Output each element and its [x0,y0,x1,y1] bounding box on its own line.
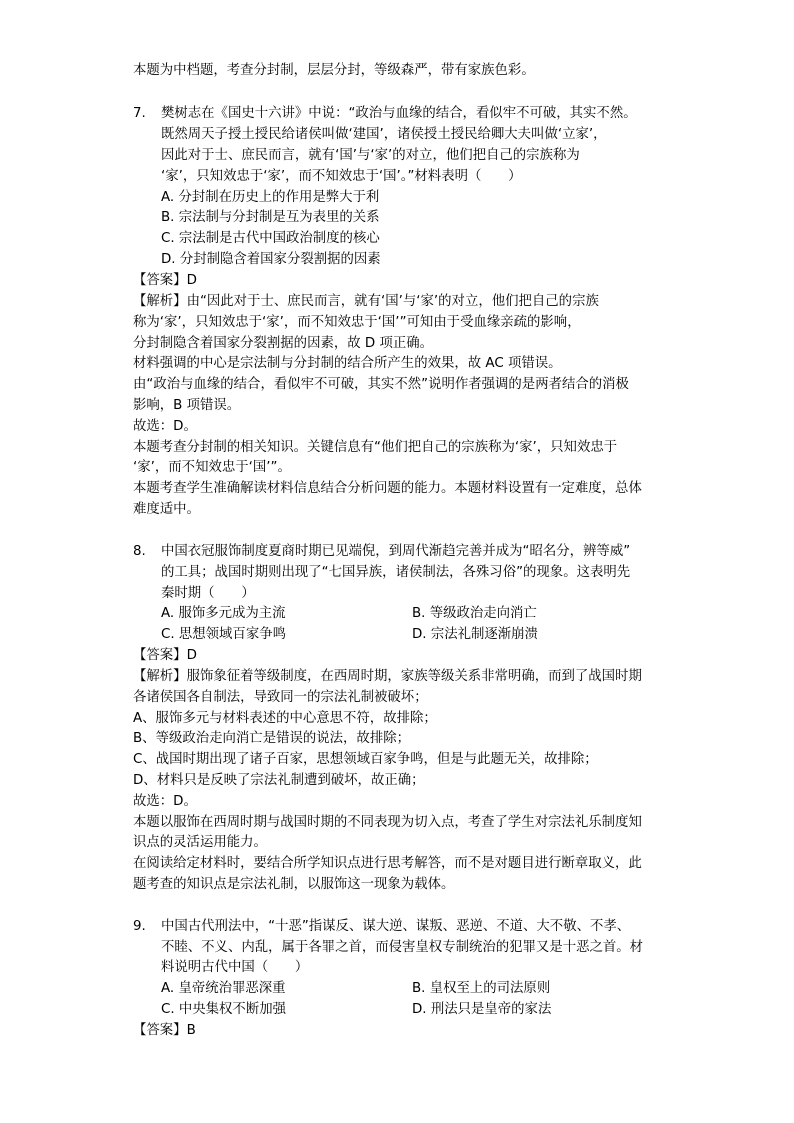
analysis-line: 本题考查分封制的相关知识。关键信息有“他们把自己的宗族称为‘家’，只知效忠于 [133,440,618,455]
answer-line [133,648,197,664]
analysis-text: 由“因此对于士、庶民而言，就有‘国’与‘家’的对立，他们把自己的宗族 [186,294,599,309]
answer-line [133,273,197,289]
option-a: A. 分封制在历史上的作用是弊大于利 [161,190,380,205]
question-stem-line: 中国衣冠服饰制度夏商时期已见端倪，到周代渐趋完善并成为“昭名分，辨等威” [161,544,631,559]
analysis-line: 影响，B 项错误。 [133,398,241,413]
question-stem-line: 的工具；战国时期则出现了“七国异族，诸侯制法，各殊习俗”的现象。这表明先 [161,565,631,580]
option-d: D. 宗法礼制逐渐崩溃 [412,627,538,642]
question-number: 8. [133,544,146,559]
option-c: C. 中央集权不断加强 [161,1002,286,1017]
answer-value: B [186,1023,196,1038]
question-stem-line: 秦时期（ ） [161,586,255,601]
option-a: A. 皇帝统治罪恶深重 [161,981,286,996]
option-b: B. 等级政治走向消亡 [412,606,537,621]
option-b: B. 宗法制与分封制是互为表里的关系 [161,210,380,225]
option-a: A. 服饰多元成为主流 [161,606,286,621]
option-c: C. 思想领域百家争鸣 [161,627,286,642]
question-stem-line: ‘家’，只知效忠于‘家’，而不知效忠于‘国’。”材料表明（ ） [161,169,522,184]
analysis-line: ‘家’，而不知效忠于‘国’”。 [133,460,291,475]
analysis-line: 本题考查学生准确解读材料信息结合分析问题的能力。本题材料设置有一定难度，总体 [133,481,642,496]
analysis-line: C、战国时期出现了诸子百家，思想领域百家争鸣，但是与此题无关，故排除； [133,752,598,767]
analysis-line [133,669,642,685]
analysis-tag: 【解析】 [133,294,187,309]
option-b: B. 皇权至上的司法原则 [412,981,551,996]
option-d: D. 刑法只是皇帝的家法 [412,1002,552,1017]
answer-tag: 【答案】 [133,273,187,288]
analysis-line: 材料强调的中心是宗法制与分封制的结合所产生的效果，故 AC 项错误。 [133,356,562,371]
analysis-line: D、材料只是反映了宗法礼制遭到破坏，故正确； [133,773,425,788]
analysis-line: 称为‘家’，只知效忠于‘家’，而不知效忠于‘国’”可知由于受血缘亲疏的影响， [133,315,581,330]
analysis-line: 故选：D。 [133,419,197,434]
answer-value: D [186,648,197,663]
answer-tag: 【答案】 [133,1023,187,1038]
question-stem-line: 料说明古代中国（ ） [161,960,309,975]
question-stem-line: 樊树志在《国史十六讲》中说：“政治与血缘的结合，看似牢不可破，其实不然。 [161,106,637,121]
analysis-line: 难度适中。 [133,502,200,517]
answer-line [133,1023,196,1039]
question-number: 9. [133,919,146,934]
analysis-line: 各诸侯国各自制法，导致同一的宗法礼制被破坏； [133,690,428,705]
analysis-line: A、服饰多元与材料表述的中心意思不符，故排除； [133,711,437,726]
analysis-line: 题考查的知识点是宗法礼制，以服饰这一现象为载体。 [133,877,455,892]
analysis-line: 识点的灵活运用能力。 [133,835,267,850]
question-stem-line: 不睦、不义、内乱，属于各罪之首，而侵害皇权专制统治的犯罪又是十恶之首。材 [161,940,644,955]
answer-tag: 【答案】 [133,648,187,663]
analysis-line: 由“政治与血缘的结合，看似牢不可破，其实不然”说明作者强调的是两者结合的消极 [133,377,629,392]
analysis-tag: 【解析】 [133,669,187,684]
question-stem-line: 因此对于士、庶民而言，就有‘国’与‘家’的对立，他们把自己的宗族称为 [161,148,580,163]
option-d: D. 分封制隐含着国家分裂割据的因素 [161,252,381,267]
analysis-line: 在阅读给定材料时，要结合所学知识点进行思考解答，而不是对题目进行断章取义，此 [133,856,642,871]
option-c: C. 宗法制是古代中国政治制度的核心 [161,231,380,246]
analysis-line [133,294,599,310]
analysis-line: 故选：D。 [133,794,197,809]
analysis-line: 分封制隐含着国家分裂割据的因素，故 D 项正确。 [133,336,434,351]
intro-line: 本题为中档题，考查分封制，层层分封，等级森严，带有家族色彩。 [133,63,535,78]
answer-value: D [186,273,197,288]
analysis-line: B、等级政治走向消亡是错误的说法，故排除； [133,731,410,746]
question-stem-line: 中国古代刑法中，“十恶”指谋反、谋大逆、谋叛、恶逆、不道、大不敬、不孝、 [161,919,631,934]
analysis-text: 服饰象征着等级制度，在西周时期，家族等级关系非常明确，而到了战国时期 [186,669,642,684]
question-stem-line: 既然周天子授土授民给诸侯叫做‘建国’，诸侯授土授民给卿大夫叫做‘立家’， [161,127,607,142]
analysis-line: 本题以服饰在西周时期与战国时期的不同表现为切入点，考查了学生对宗法礼乐制度知 [133,815,642,830]
question-number: 7. [133,106,146,121]
